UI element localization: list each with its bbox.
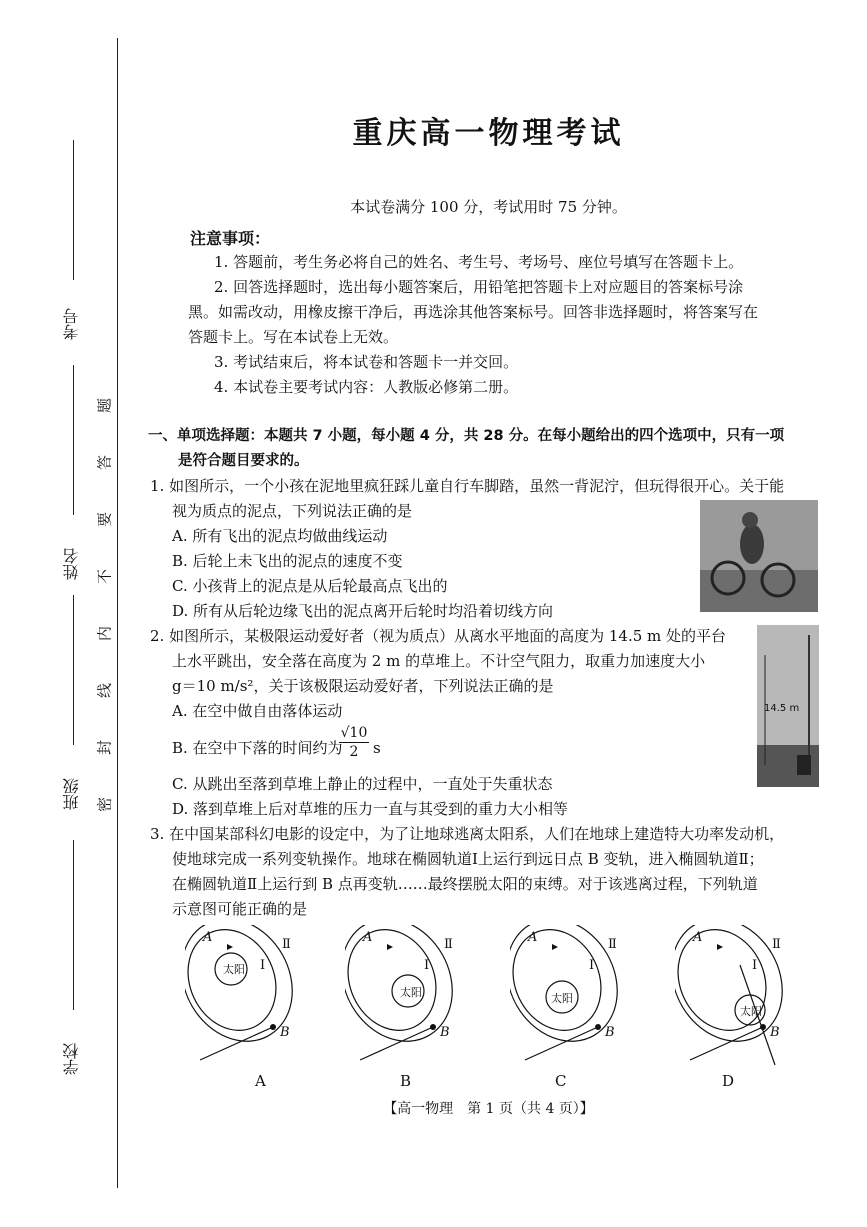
- question-3-stem: 3. 在中国某部科幻电影的设定中，为了让地球逃离太阳系，人们在地球上建造特大功率发动机，: [150, 825, 785, 843]
- field-name-label: 姓名: [62, 548, 81, 580]
- sun-label: 太阳: [400, 986, 422, 999]
- field-school-label: 学校: [62, 1043, 81, 1075]
- point-a-label: A: [528, 930, 538, 945]
- point-a-label: A: [203, 930, 213, 945]
- orbit-2-label: Ⅱ: [282, 937, 291, 952]
- warning-char: 题: [95, 398, 114, 414]
- orbit-1-label: Ⅰ: [589, 958, 595, 973]
- question-3-stem-cont: 使地球完成一系列变轨操作。地球在椭圆轨道Ⅰ上运行到远日点 B 变轨，进入椭圆轨道Ⅱ；: [172, 850, 764, 868]
- page-footer: 【高一物理 第 1 页（共 4 页）】: [383, 1101, 594, 1117]
- question-2-option-c: C. 从跳出至落到草堆上静止的过程中，一直处于失重状态: [172, 775, 553, 793]
- diagram-caption: A: [255, 1072, 266, 1090]
- page-title: 重庆高一物理考试: [352, 116, 625, 151]
- field-name-line: [73, 365, 74, 515]
- notice-item: 2. 回答选择题时，选出每小题答案后，用铅笔把答题卡上对应题目的答案标号涂: [214, 278, 744, 296]
- question-2-stem-cont: 上水平跳出，安全落在高度为 2 m 的草堆上。不计空气阻力，取重力加速度大小: [172, 652, 706, 670]
- point-b-label: B: [770, 1025, 780, 1040]
- question-2-stem-cont: g＝10 m/s²，关于该极限运动爱好者，下列说法正确的是: [172, 677, 554, 695]
- fraction-numerator: √10: [340, 725, 368, 741]
- field-exam-number-label: 考号: [62, 308, 81, 340]
- warning-char: 内: [95, 626, 114, 642]
- orbit-diagram-c: [510, 925, 640, 1070]
- warning-char: 不: [95, 569, 114, 585]
- point-a-label: A: [693, 930, 703, 945]
- field-class-label: 班级: [62, 778, 81, 810]
- point-a-label: A: [363, 930, 373, 945]
- notice-item: 3. 考试结束后，将本试卷和答题卡一并交回。: [214, 353, 519, 371]
- orbit-2-label: Ⅱ: [608, 937, 617, 952]
- question-1-option-a: A. 所有飞出的泥点均做曲线运动: [172, 527, 388, 545]
- question-1-photo: [700, 500, 818, 612]
- question-2-option-d: D. 落到草堆上后对草堆的压力一直与其受到的重力大小相等: [172, 800, 569, 818]
- orbit-1-label: Ⅰ: [752, 958, 758, 973]
- question-2-option-a: A. 在空中做自由落体运动: [172, 702, 343, 720]
- question-1-stem-cont: 视为质点的泥点，下列说法正确的是: [172, 502, 413, 520]
- orbit-2-label: Ⅱ: [444, 937, 453, 952]
- section-heading-cont: 是符合题目要求的。: [178, 453, 309, 469]
- option-b-text: B. 在空中下落的时间约为: [172, 739, 343, 757]
- question-1-option-b: B. 后轮上未飞出的泥点的速度不变: [172, 552, 403, 570]
- orbit-2-label: Ⅱ: [772, 937, 781, 952]
- binding-warning: [94, 395, 114, 815]
- photo-height-label: 14.5 m: [764, 703, 800, 714]
- notice-heading: 注意事项：: [190, 229, 271, 248]
- point-b-label: B: [280, 1025, 290, 1040]
- orbit-diagram-d: [675, 925, 805, 1070]
- question-3-stem-cont: 示意图可能正确的是: [172, 900, 308, 918]
- notice-item: 答题卡上。写在本试卷上无效。: [188, 328, 399, 346]
- question-2-stem: 2. 如图所示，某极限运动爱好者（视为质点）从离水平地面的高度为 14.5 m 处的平台: [150, 627, 727, 645]
- notice-item: 1. 答题前，考生务必将自己的姓名、考生号、考场号、座位号填写在答题卡上。: [214, 253, 744, 271]
- warning-char: 密: [95, 797, 114, 813]
- fraction-denominator: 2: [349, 744, 359, 760]
- question-3-stem-cont: 在椭圆轨道Ⅱ上运行到 B 点再变轨……最终摆脱太阳的束缚。对于该逃离过程，下列轨道: [172, 875, 758, 893]
- exam-info: 本试卷满分 100 分，考试用时 75 分钟。: [350, 198, 627, 216]
- point-b-label: B: [440, 1025, 450, 1040]
- orbit-diagram-a: [185, 925, 315, 1070]
- question-1-option-d: D. 所有从后轮边缘飞出的泥点离开后轮时均沿着切线方向: [172, 602, 554, 620]
- warning-char: 要: [95, 512, 114, 528]
- warning-char: 线: [95, 683, 114, 699]
- field-school-line: [73, 840, 74, 1010]
- question-2-option-b: [172, 735, 343, 761]
- notice-item: 4. 本试卷主要考试内容：人教版必修第二册。: [214, 378, 519, 396]
- warning-char: 答: [95, 455, 114, 471]
- notice-item: 黑。如需改动，用橡皮擦干净后，再选涂其他答案标号。回答非选择题时，将答案写在: [188, 303, 759, 321]
- orbit-1-label: Ⅰ: [424, 958, 430, 973]
- sun-label: 太阳: [551, 992, 573, 1005]
- point-b-label: B: [605, 1025, 615, 1040]
- sun-label: 太阳: [223, 963, 245, 976]
- diagram-caption: D: [722, 1072, 735, 1090]
- option-b-fraction: [339, 724, 369, 761]
- field-class-line: [73, 595, 74, 745]
- sun-label: 太阳: [740, 1005, 762, 1018]
- question-1-option-c: C. 小孩背上的泥点是从后轮最高点飞出的: [172, 577, 448, 595]
- option-b-unit: s: [373, 739, 381, 757]
- section-heading: 一、单项选择题：本题共 7 小题，每小题 4 分，共 28 分。在每小题给出的四个选项中，只有一项: [148, 428, 785, 444]
- question-1-stem: 1. 如图所示，一个小孩在泥地里疯狂踩儿童自行车脚踏，虽然一背泥泞，但玩得很开心。关于能: [150, 477, 785, 495]
- diagram-caption: C: [555, 1072, 567, 1090]
- orbit-1-label: Ⅰ: [260, 958, 266, 973]
- diagram-caption: B: [400, 1072, 412, 1090]
- warning-char: 封: [95, 740, 114, 756]
